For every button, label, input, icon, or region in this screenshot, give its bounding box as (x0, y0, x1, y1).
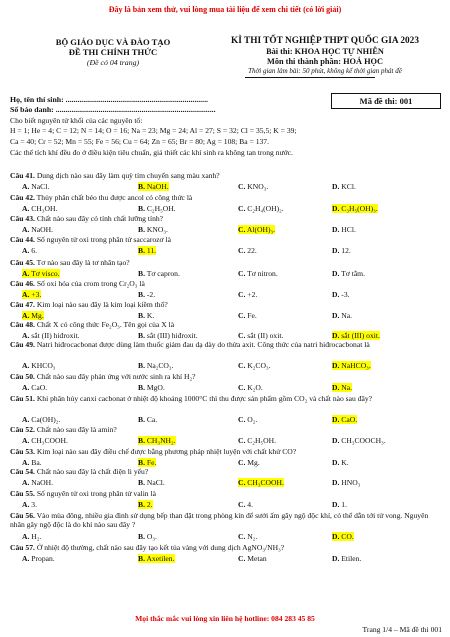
option-c[interactable]: C. K₂O. (238, 383, 263, 392)
option-d[interactable]: D. KCl. (332, 182, 356, 191)
option-a[interactable]: A. CH₃COOH. (22, 436, 68, 445)
option-a[interactable]: A. Ba. (22, 458, 42, 467)
option-c[interactable]: C. sắt (II) oxit. (238, 331, 284, 340)
question-number: Câu 57. (10, 543, 35, 552)
candidate-id-line: Số báo danh: .................................................................................. (10, 105, 216, 114)
option-b[interactable]: B. Tơ capron. (138, 269, 180, 278)
subject-group: Bài thi: KHOA HỌC TỰ NHIÊN (266, 47, 384, 56)
option-b[interactable]: B. KNO₃. (138, 225, 168, 234)
option-c[interactable]: C. 22. (238, 246, 257, 255)
candidate-name-line: Họ, tên thí sinh: ......................................................................... (10, 95, 208, 104)
answer-options (10, 290, 442, 300)
exam-time: Thời gian làm bài: 50 phút, không kể thời gian phát đề (248, 67, 402, 75)
header-divider (245, 77, 375, 78)
option-d[interactable]: D. HNO₃ (332, 478, 361, 487)
question-number: Câu 43. (10, 214, 35, 223)
answer-options (10, 204, 442, 214)
question-number: Câu 47. (10, 300, 35, 309)
question-number: Câu 48. (10, 320, 35, 329)
question-text (10, 279, 442, 288)
option-d[interactable]: D. Na. (332, 311, 353, 320)
answer-options (10, 225, 442, 235)
subject-name: Môn thi thành phần: HOÁ HỌC (267, 57, 383, 66)
question-stem: Số nguyên tử oxi trong phân tử valin là (36, 489, 156, 498)
question-number: Câu 54. (10, 467, 35, 476)
answer-options (10, 361, 442, 371)
option-c[interactable]: C. Tơ nitron. (238, 269, 278, 278)
option-d[interactable]: D. NaHCO₃. (332, 361, 371, 370)
option-b[interactable]: B. CH₃NH₂. (138, 436, 176, 445)
ministry-name: BỘ GIÁO DỤC VÀ ĐÀO TẠO (55, 37, 171, 47)
answer-options (10, 500, 442, 510)
option-c[interactable]: C. Mg. (238, 458, 260, 467)
answer-options (10, 554, 442, 564)
question-text (10, 425, 442, 434)
question-text (10, 300, 442, 309)
answer-options (10, 478, 442, 488)
option-b[interactable]: B. Axetilen. (138, 554, 175, 563)
answer-options (10, 246, 442, 256)
option-c[interactable]: C. C₂H₄(OH)₂. (238, 204, 284, 213)
option-d[interactable]: D. 12. (332, 246, 351, 255)
option-c[interactable]: C. K₂CO₃. (238, 361, 271, 370)
option-d[interactable]: D. -3. (332, 290, 350, 299)
option-c[interactable]: C. Fe. (238, 311, 257, 320)
question-number: Câu 56. (10, 511, 35, 520)
option-a[interactable]: A. Mg. (22, 311, 44, 320)
question-text (10, 489, 442, 498)
answer-options (10, 383, 442, 393)
option-d[interactable]: D. K. (332, 458, 349, 467)
intro-line-3: Ca = 40; Cr = 52; Mn = 55; Fe = 56; Cu = 64; Zn = 65; Br = 80; Ag = 108; Ba = 137. (10, 137, 269, 146)
intro-line-2: H = 1; He = 4; C = 12; N = 14; O = 16; Na = 23; Mg = 24; Al = 27; S = 32; Cl = 35,5; K = 39; (10, 126, 297, 135)
option-c[interactable]: C. Al(OH)₃. (238, 225, 276, 234)
question-stem: Kim loại nào sau đây điều chế được bằng phương pháp nhiệt luyện với chất khử CO? (36, 447, 297, 456)
question-number: Câu 49. (10, 340, 35, 349)
intro-line-1: Cho biết nguyên tử khối của các nguyên tố: (10, 116, 143, 125)
option-a[interactable]: A. NaOH. (22, 478, 54, 487)
answer-options (10, 269, 442, 279)
question-stem: Dung dịch nào sau đây làm quỳ tím chuyển sang màu xanh? (36, 171, 220, 180)
option-b[interactable]: B. Na₂CO₃. (138, 361, 174, 370)
question-text (10, 467, 442, 476)
answer-options (10, 436, 442, 446)
question-text (10, 235, 442, 244)
question-stem: Ở nhiệt độ thường, chất nào sau đây tạo kết tủa vàng với dung dịch AgNO₃/NH₃? (36, 543, 285, 552)
option-a[interactable]: A. +3. (22, 290, 42, 299)
answer-options (10, 532, 442, 542)
option-a[interactable]: A. H₂. (22, 532, 42, 541)
question-number: Câu 53. (10, 447, 35, 456)
option-a[interactable]: A. NaCl. (22, 182, 50, 191)
option-a[interactable]: A. Ca(OH)₂. (22, 415, 61, 424)
option-b[interactable]: B. O₃. (138, 532, 157, 541)
option-b[interactable]: B. -2. (138, 290, 156, 299)
question-number: Câu 42. (10, 193, 35, 202)
option-b[interactable]: B. K. (138, 311, 155, 320)
question-stem: Số nguyên tử oxi trong phân tử saccarozơ là (36, 235, 171, 244)
question-stem: Chất nào sau đây là chất điện li yếu? (36, 467, 149, 476)
option-c[interactable]: C. KNO₃. (238, 182, 269, 191)
question-stem: Chất nào sau đây có tính chất lưỡng tính? (36, 214, 164, 223)
option-a[interactable]: A. NaOH. (22, 225, 54, 234)
question-stem: Số oxi hóa của crom trong Cr₂O₃ là (36, 279, 145, 288)
question-stem: Chất nào sau đây phản ứng với nước sinh ra khí H₂? (36, 372, 196, 381)
option-c[interactable]: C. +2. (238, 290, 258, 299)
option-a[interactable]: A. Propan. (22, 554, 55, 563)
question-stem: Chất nào sau đây là amin? (36, 425, 117, 434)
question-text (10, 193, 442, 202)
option-d[interactable]: D. Na. (332, 383, 353, 392)
option-b[interactable]: B. C₂H₅OH. (138, 204, 176, 213)
preview-notice: Đây là bản xem thử, vui lòng mua tài liệu để xem chi tiết (có lời giải) (108, 5, 342, 14)
question-stem: Natri hiđrocacbonat được dùng làm thuốc giảm đau dạ dày do thừa axit. Công thức của natri hiđrocacbonat là (36, 340, 370, 349)
option-d[interactable]: D. Tơ tằm. (332, 269, 365, 278)
option-c[interactable]: C. Metan (238, 554, 267, 563)
page-count: (Đề có 04 trang) (86, 58, 140, 67)
option-b[interactable]: B. NaOH. (138, 182, 169, 191)
option-d[interactable]: D. 1. (332, 500, 347, 509)
question-number: Câu 44. (10, 235, 35, 244)
question-text (10, 372, 442, 381)
option-a[interactable]: A. CaO. (22, 383, 48, 392)
option-c[interactable]: C. 4. (238, 500, 253, 509)
option-d[interactable]: D. sắt (III) oxit. (332, 331, 380, 340)
intro-line-4: Các thể tích khí đều đo ở điều kiện tiêu chuẩn, giả thiết các khí sinh ra không tan trong nước. (10, 148, 293, 157)
option-b[interactable]: B. 2. (138, 500, 153, 509)
question-text (10, 258, 442, 267)
question-stem: Tơ nào sau đây là tơ nhân tạo? (36, 258, 130, 267)
option-a[interactable]: A. sắt (II) hiđroxit. (22, 331, 80, 340)
option-c[interactable]: C. O₂. (238, 415, 258, 424)
answer-options (10, 415, 442, 425)
option-a[interactable]: A. 6. (22, 246, 37, 255)
answer-options (10, 182, 442, 192)
hotline-notice: Mọi thắc mắc vui lòng xin liên hệ hotline: 084 283 45 85 (135, 614, 315, 623)
question-stem: Chất X có công thức Fe₂O₃. Tên gọi của X là (36, 320, 175, 329)
question-stem: Vào mùa đông, nhiều gia đình sử dụng bếp than đặt trong phòng kín để sưởi ấm gây ngộ độc khí, có thể dẫn tới tử vong. Nguyên nhân gây ngộ độc là do khí nào sau đây ? (10, 511, 429, 530)
option-b[interactable]: B. 11. (138, 246, 157, 255)
exam-title: KÌ THI TỐT NGHIỆP THPT QUỐC GIA 2023 (231, 36, 419, 46)
question-text (10, 543, 442, 552)
option-b[interactable]: B. NaCl. (138, 478, 165, 487)
question-number: Câu 45. (10, 258, 35, 267)
question-number: Câu 46. (10, 279, 35, 288)
option-d[interactable]: D. C₃H₅(OH)₃. (332, 204, 378, 213)
option-b[interactable]: B. Ca. (138, 415, 158, 424)
exam-code-box: Mã đề thi: 001 (331, 93, 441, 109)
question-number: Câu 51. (10, 394, 35, 403)
option-a[interactable]: A. KHCO₃ (22, 361, 56, 370)
question-text (10, 447, 442, 456)
option-a[interactable]: A. Tơ visco. (22, 269, 60, 278)
question-stem: Khi phân hủy canxi cacbonat ở nhiệt độ khoảng 1000°C thì thu được sản phẩm gồm CO₂ và chất nào sau đây? (36, 394, 373, 403)
question-number: Câu 50. (10, 372, 35, 381)
option-d[interactable]: D. Etilen. (332, 554, 362, 563)
question-text (10, 320, 442, 329)
option-c[interactable]: C. N₂. (238, 532, 258, 541)
official-exam-label: ĐỀ THI CHÍNH THỨC (68, 47, 158, 57)
option-b[interactable]: B. MgO. (138, 383, 165, 392)
option-c[interactable]: C. C₂H₅OH. (238, 436, 276, 445)
question-text (10, 511, 442, 529)
option-b[interactable]: B. Fe. (138, 458, 157, 467)
question-stem: Kim loại nào sau đây là kim loại kiềm thổ? (36, 300, 168, 309)
option-d[interactable]: D. CO. (332, 532, 354, 541)
option-d[interactable]: D. HCl. (332, 225, 356, 234)
option-d[interactable]: D. CaO. (332, 415, 358, 424)
option-b[interactable]: B. sắt (III) hiđroxit. (138, 331, 198, 340)
page-indicator: Trang 1/4 – Mã đề thi 001 (362, 625, 442, 634)
question-text (10, 394, 442, 403)
question-stem: Thủy phân chất béo thu được ancol có công thức là (36, 193, 193, 202)
question-text (10, 214, 442, 223)
option-a[interactable]: A. 3. (22, 500, 37, 509)
option-c[interactable]: C. CH₃COOH. (238, 478, 284, 487)
question-text (10, 340, 442, 349)
question-text (10, 171, 442, 180)
question-number: Câu 55. (10, 489, 35, 498)
option-d[interactable]: D. CH₃COOCH₃. (332, 436, 386, 445)
question-number: Câu 41. (10, 171, 35, 180)
option-a[interactable]: A. CH₃OH. (22, 204, 58, 213)
question-number: Câu 52. (10, 425, 35, 434)
